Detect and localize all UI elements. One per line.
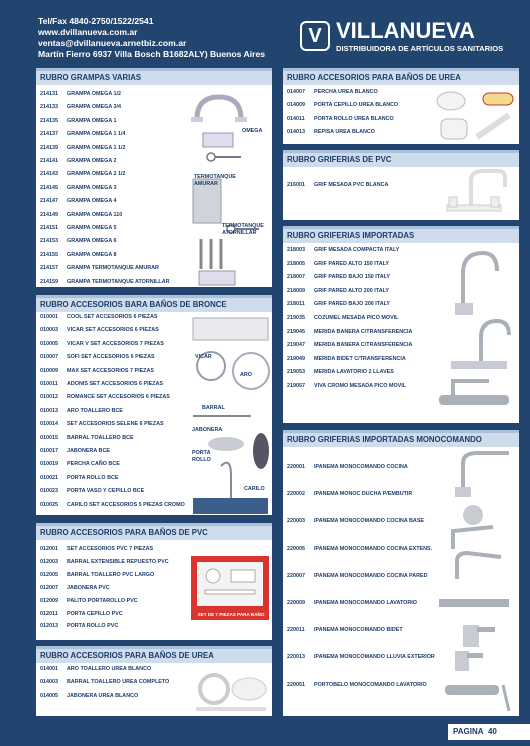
- product-description: SET ACCESORIOS PVC 7 PIEZAS: [67, 546, 154, 552]
- section-title: RUBRO ACCESORIOS PARA BAÑOS DE PVC: [36, 526, 272, 540]
- product-description: PALITO PORTAROLLO PVC: [67, 597, 138, 604]
- product-row: [40, 665, 151, 673]
- product-description: GRAMPA OMEGA 1 1/4: [67, 131, 126, 138]
- product-code: 012009: [40, 597, 58, 604]
- product-description: PORTA CEPILLO UREA BLANCO: [314, 102, 399, 109]
- product-description: MAX SET ACCESORIOS 7 PIEZAS: [67, 367, 154, 374]
- product-row: [40, 622, 118, 630]
- website-text: www.dvillanueva.com.ar: [38, 27, 138, 37]
- product-code: 214159: [40, 278, 58, 285]
- product-row: [40, 460, 120, 468]
- product-row: [40, 474, 119, 482]
- product-code: 010009: [40, 367, 58, 374]
- grif-pvc-image: [433, 167, 513, 221]
- product-description: IPANEMA MONOCOMANDO COCINA: [314, 464, 408, 470]
- product-code: 014009: [287, 102, 305, 109]
- label-omega: OMEGA: [242, 128, 263, 134]
- product-row: [40, 584, 110, 592]
- product-row: [40, 367, 154, 375]
- product-code: 010023: [40, 488, 58, 495]
- product-row: [287, 181, 388, 189]
- product-description: GRAMPA OMEGA 6: [67, 238, 117, 245]
- product-row: [40, 313, 157, 321]
- section-importadas: [283, 226, 519, 423]
- product-code: 214157: [40, 265, 58, 272]
- product-code: 214155: [40, 251, 58, 258]
- product-code: 010012: [40, 394, 58, 401]
- product-description: GRIF MESADA PVC BLANCA: [314, 182, 389, 188]
- product-description: GRAMPA OMEGA 3: [67, 184, 117, 191]
- product-code: 012013: [40, 623, 58, 630]
- grampas-image: [189, 89, 269, 287]
- product-row: [287, 572, 428, 580]
- label-porta-rollo: PORTA ROLLO: [192, 450, 211, 463]
- product-code: 010014: [40, 421, 58, 428]
- product-row: [40, 144, 126, 152]
- product-description: BARRAL EXTENSIBLE REPUESTO PVC: [67, 558, 169, 565]
- product-row: [40, 420, 164, 428]
- product-description: COZUMEL MESADA PICO MOVIL: [314, 315, 399, 321]
- product-code: 214149: [40, 211, 58, 218]
- product-description: GRAMPA OMEGA 2: [67, 158, 117, 164]
- section-title: RUBRO GRAMPAS VARIAS: [36, 71, 272, 85]
- product-code: 218009: [287, 287, 305, 294]
- product-description: IPANEMA MONOCOMANDO BIDET: [314, 627, 403, 634]
- product-code: 219045: [287, 328, 305, 335]
- product-row: [287, 300, 390, 308]
- product-row: [287, 681, 427, 689]
- product-code: 214147: [40, 198, 58, 205]
- section-urea-right: [283, 68, 519, 144]
- product-description: GRAMPA OMEGA 1: [67, 117, 117, 124]
- product-description: PORTA CEPILLO PVC: [67, 610, 123, 617]
- product-row: [287, 368, 394, 376]
- section-grampas: [36, 68, 272, 287]
- product-row: [287, 128, 375, 136]
- product-description: VIVA CROMO MESADA PICO MOVIL: [314, 383, 407, 389]
- product-code: 010019: [40, 461, 58, 468]
- product-description: COOL SET ACCESORIOS 6 PIEZAS: [67, 314, 158, 320]
- product-code: 214143: [40, 171, 58, 178]
- product-description: MERIDA BIDET C/TRANSFERENCIA: [314, 355, 406, 362]
- product-description: GRAMPA OMEGA 5: [67, 225, 117, 231]
- section-urea-left: [36, 646, 272, 716]
- product-code: 214131: [40, 91, 58, 97]
- product-row: [40, 326, 159, 334]
- product-description: ROMANCE SET ACCESORIOS 6 PIEZAS: [67, 394, 170, 401]
- product-description: MERIDA LAVATORIO 2 LLAVES: [314, 369, 394, 376]
- product-code: 010003: [40, 327, 58, 334]
- product-description: IPANEMA MONOC DUCHA P/EMBUTIR: [314, 491, 413, 498]
- product-description: GRAMPA TERMOTANQUE AMURAR: [67, 265, 159, 272]
- product-row: [40, 407, 123, 415]
- product-description: BARRAL TOALLERO BCE: [67, 434, 134, 441]
- product-description: ADONIS SET ACCESORIOS 6 PIEZAS: [67, 381, 163, 387]
- product-code: 014003: [40, 679, 58, 686]
- product-code: 214139: [40, 144, 58, 151]
- label-aro: ARO: [240, 372, 252, 378]
- page-number: 40: [487, 727, 497, 736]
- label-jabonera: JABONERA: [192, 427, 223, 433]
- product-row: [287, 599, 417, 607]
- product-description: GRIF PARED BAJO 200 ITALY: [314, 301, 390, 308]
- product-row: [40, 501, 185, 509]
- product-description: GRAMPA OMEGA 4: [67, 198, 117, 205]
- product-row: [40, 393, 170, 401]
- product-code: 220003: [287, 518, 305, 525]
- product-row: [287, 273, 390, 281]
- product-code: 214133: [40, 104, 58, 111]
- product-row: [287, 287, 389, 295]
- product-code: 218005: [287, 260, 305, 267]
- product-description: SOFI SET ACCESORIOS 6 PIEZAS: [67, 354, 155, 361]
- product-description: GRAMPA OMEGA 110: [67, 211, 123, 218]
- product-row: [40, 264, 159, 272]
- product-description: IPANEMA MONOCOMANDO LAVATORIO: [314, 600, 417, 606]
- product-code: 214153: [40, 238, 58, 245]
- urea-image: [194, 667, 270, 715]
- product-row: [287, 626, 403, 634]
- section-grif-pvc: [283, 150, 519, 220]
- product-row: [40, 170, 126, 178]
- product-row: [40, 353, 155, 361]
- company-logo: [300, 18, 505, 58]
- product-row: [40, 197, 117, 205]
- product-description: PORTA VASO Y CEPILLO BCE: [67, 488, 145, 495]
- product-row: [287, 88, 378, 96]
- product-row: [40, 237, 117, 245]
- product-description: JABONERA UREA BLANCO: [67, 692, 139, 699]
- product-row: [40, 447, 110, 455]
- product-code: 219053: [287, 369, 305, 376]
- product-row: [40, 340, 164, 348]
- product-code: 010005: [40, 340, 58, 347]
- product-row: [40, 117, 117, 125]
- product-row: [40, 558, 169, 566]
- product-code: 220051: [287, 681, 305, 688]
- product-row: [287, 517, 424, 525]
- product-description: IPANEMA MONOCOMANDO COCINA PARED: [314, 572, 428, 579]
- page-label: PAGINA: [453, 727, 484, 736]
- product-code: 219049: [287, 355, 305, 362]
- product-row: [287, 545, 432, 553]
- address-text: Martín Fierro 6937 Villa Bosch B1682ALY) Buenos Aires: [38, 49, 266, 59]
- product-row: [287, 246, 399, 254]
- product-row: [40, 211, 122, 219]
- section-bronce: [36, 295, 272, 515]
- product-code: 012011: [40, 610, 58, 617]
- product-code: 214145: [40, 184, 58, 191]
- product-code: 218007: [287, 274, 305, 281]
- product-code: 010001: [40, 314, 58, 320]
- section-pvc: [36, 523, 272, 640]
- product-description: VICAR V SET ACCESORIOS 7 PIEZAS: [67, 340, 164, 347]
- product-description: PORTOBELO MONOCOMANDO LAVATORIO: [314, 681, 427, 688]
- product-row: [40, 130, 126, 138]
- product-row: [287, 490, 412, 498]
- section-title: RUBRO GRIFERIAS DE PVC: [283, 153, 519, 167]
- product-description: CARILO SET ACCESORIOS 5 PIEZAS CROMO: [67, 501, 185, 508]
- product-description: REPISA UREA BLANCO: [314, 129, 375, 136]
- product-description: JABONERA BCE: [67, 448, 110, 454]
- product-code: 014011: [287, 115, 305, 122]
- pvc-box-text: SET DE 7 PIEZAS PARA BAÑO: [197, 612, 265, 617]
- product-description: GRAMPA OMEGA 3/4: [67, 104, 122, 111]
- section-title: RUBRO GRIFERIAS IMPORTADAS MONOCOMANDO: [283, 433, 519, 447]
- product-row: [287, 355, 406, 363]
- page-header: [0, 0, 530, 66]
- page-number-tab: [448, 724, 530, 740]
- product-description: IPANEMA MONOCOMANDO COCINA BASE: [314, 518, 425, 525]
- label-barral: BARRAL: [202, 405, 225, 411]
- label-vicar: VICAR: [195, 354, 212, 360]
- product-description: IPANEMA MONOCOMANDO LLUVIA EXTERIOR: [314, 654, 435, 661]
- section-title: RUBRO ACCESORIOS PARA BAÑOS DE UREA: [283, 71, 519, 85]
- product-row: [287, 341, 412, 349]
- product-row: [287, 463, 408, 471]
- label-atornillar: TERMOTANQUE ATORNILLAR: [222, 223, 264, 236]
- product-description: GRAMPA TERMOTANQUE ATORNILLAR: [67, 278, 170, 285]
- product-row: [287, 653, 435, 661]
- product-row: [40, 184, 117, 192]
- product-description: GRAMPA OMEGA 2 1/2: [67, 171, 126, 178]
- product-code: 220009: [287, 600, 305, 606]
- product-row: [287, 314, 398, 322]
- section-title: RUBRO ACCESORIOS PARA BAÑOS DE UREA: [36, 649, 272, 663]
- product-row: [40, 103, 121, 111]
- product-description: PORTA ROLLO BCE: [67, 474, 119, 481]
- product-description: IPANEMA MONOCOMANDO COCINA EXTENS.: [314, 545, 433, 552]
- product-description: MERIDA BANERA C/TRANSFERENCIA: [314, 328, 413, 335]
- product-description: ARO TOALLERO BCE: [67, 407, 123, 414]
- email-text: ventas@dvillanueva.arnetbiz.com.ar: [38, 38, 187, 48]
- product-code: 010013: [40, 407, 58, 414]
- product-row: [40, 224, 117, 232]
- section-title: RUBRO ACCESORIOS BARA BAÑOS DE BRONCE: [36, 298, 272, 312]
- importadas-image: [433, 245, 517, 423]
- section-monocomando: [283, 430, 519, 716]
- logo-name: VILLANUEVA: [336, 18, 475, 43]
- logo-mark: V: [300, 21, 330, 51]
- product-row: [40, 597, 138, 605]
- product-description: GRAMPA OMEGA 8: [67, 251, 117, 258]
- product-description: PORTA ROLLO UREA BLANCO: [314, 115, 394, 122]
- product-code: 214141: [40, 158, 58, 164]
- product-description: JABONERA PVC: [67, 584, 110, 591]
- product-description: VICAR SET ACCESORIOS 6 PIEZAS: [67, 327, 159, 334]
- product-code: 220011: [287, 627, 305, 634]
- product-code: 214135: [40, 117, 58, 124]
- product-code: 214137: [40, 131, 58, 138]
- product-row: [287, 382, 406, 390]
- product-code: 012005: [40, 571, 58, 578]
- product-description: PERCHA CAÑO BCE: [67, 461, 120, 468]
- product-description: GRIF MESADA COMPACTA ITALY: [314, 247, 400, 253]
- product-row: [40, 487, 144, 495]
- product-row: [40, 434, 134, 442]
- product-code: 012001: [40, 546, 58, 552]
- product-description: BARRAL TOALLERO UREA COMPLETO: [67, 679, 170, 686]
- product-description: PERCHA UREA BLANCO: [314, 89, 378, 95]
- product-code: 014001: [40, 666, 58, 672]
- product-description: GRAMPA OMEGA 1 1/2: [67, 144, 126, 151]
- logo-subtitle: DISTRIBUIDORA DE ARTÍCULOS SANITARIOS: [336, 44, 504, 53]
- product-description: BARRAL TOALLERO PVC LARGO: [67, 571, 155, 578]
- product-code: 014013: [287, 129, 305, 136]
- product-description: MERIDA BANERA C/TRANSFERENCIA: [314, 342, 413, 349]
- product-code: 010007: [40, 354, 58, 361]
- label-carilo: CARILO: [244, 486, 265, 492]
- product-code: 220013: [287, 654, 305, 661]
- product-code: 219035: [287, 315, 305, 321]
- product-row: [40, 692, 138, 700]
- section-title: RUBRO GRIFERIAS IMPORTADAS: [283, 229, 519, 243]
- product-row: [287, 328, 412, 336]
- product-row: [40, 90, 121, 98]
- product-code: 219057: [287, 383, 305, 389]
- product-description: GRIF PARED ALTO 150 ITALY: [314, 260, 389, 267]
- product-row: [287, 101, 398, 109]
- product-description: GRIF PARED BAJO 150 ITALY: [314, 274, 390, 281]
- product-code: 219047: [287, 342, 305, 349]
- product-row: [40, 157, 117, 165]
- phone-text: Tel/Fax 4840-2750/1522/2541: [38, 16, 154, 26]
- product-description: ARO TOALLERO UREA BLANCO: [67, 666, 152, 672]
- product-description: SET ACCESORIOS SELENE 6 PIEZAS: [67, 421, 164, 428]
- label-amurar: TERMOTANQUE AMURAR: [194, 174, 236, 187]
- product-code: 010017: [40, 448, 58, 454]
- product-code: 220002: [287, 491, 305, 498]
- product-description: GRIF PARED ALTO 200 ITALY: [314, 287, 389, 294]
- product-code: 014007: [287, 89, 305, 95]
- product-code: 220005: [287, 545, 305, 552]
- product-code: 010015: [40, 434, 58, 441]
- product-code: 220007: [287, 572, 305, 579]
- product-row: [40, 380, 163, 388]
- product-code: 010011: [40, 381, 58, 387]
- product-code: 010021: [40, 474, 58, 481]
- product-row: [287, 115, 394, 123]
- product-row: [40, 610, 123, 618]
- product-code: 216001: [287, 182, 305, 188]
- product-code: 220001: [287, 464, 305, 470]
- product-row: [40, 278, 170, 286]
- product-code: 012003: [40, 558, 58, 565]
- product-row: [40, 678, 169, 686]
- product-code: 214151: [40, 225, 58, 231]
- product-description: PORTA ROLLO PVC: [67, 623, 119, 630]
- product-code: 218003: [287, 247, 305, 253]
- product-code: 012007: [40, 584, 58, 591]
- product-row: [40, 251, 117, 259]
- product-row: [40, 571, 154, 579]
- monocomando-image: [433, 449, 517, 715]
- product-code: 010025: [40, 501, 58, 508]
- urea-accessories-image: [433, 87, 517, 145]
- product-description: GRAMPA OMEGA 1/2: [67, 91, 122, 97]
- product-code: 014005: [40, 692, 58, 699]
- product-row: [287, 260, 389, 268]
- product-code: 218011: [287, 301, 305, 308]
- product-row: [40, 545, 153, 553]
